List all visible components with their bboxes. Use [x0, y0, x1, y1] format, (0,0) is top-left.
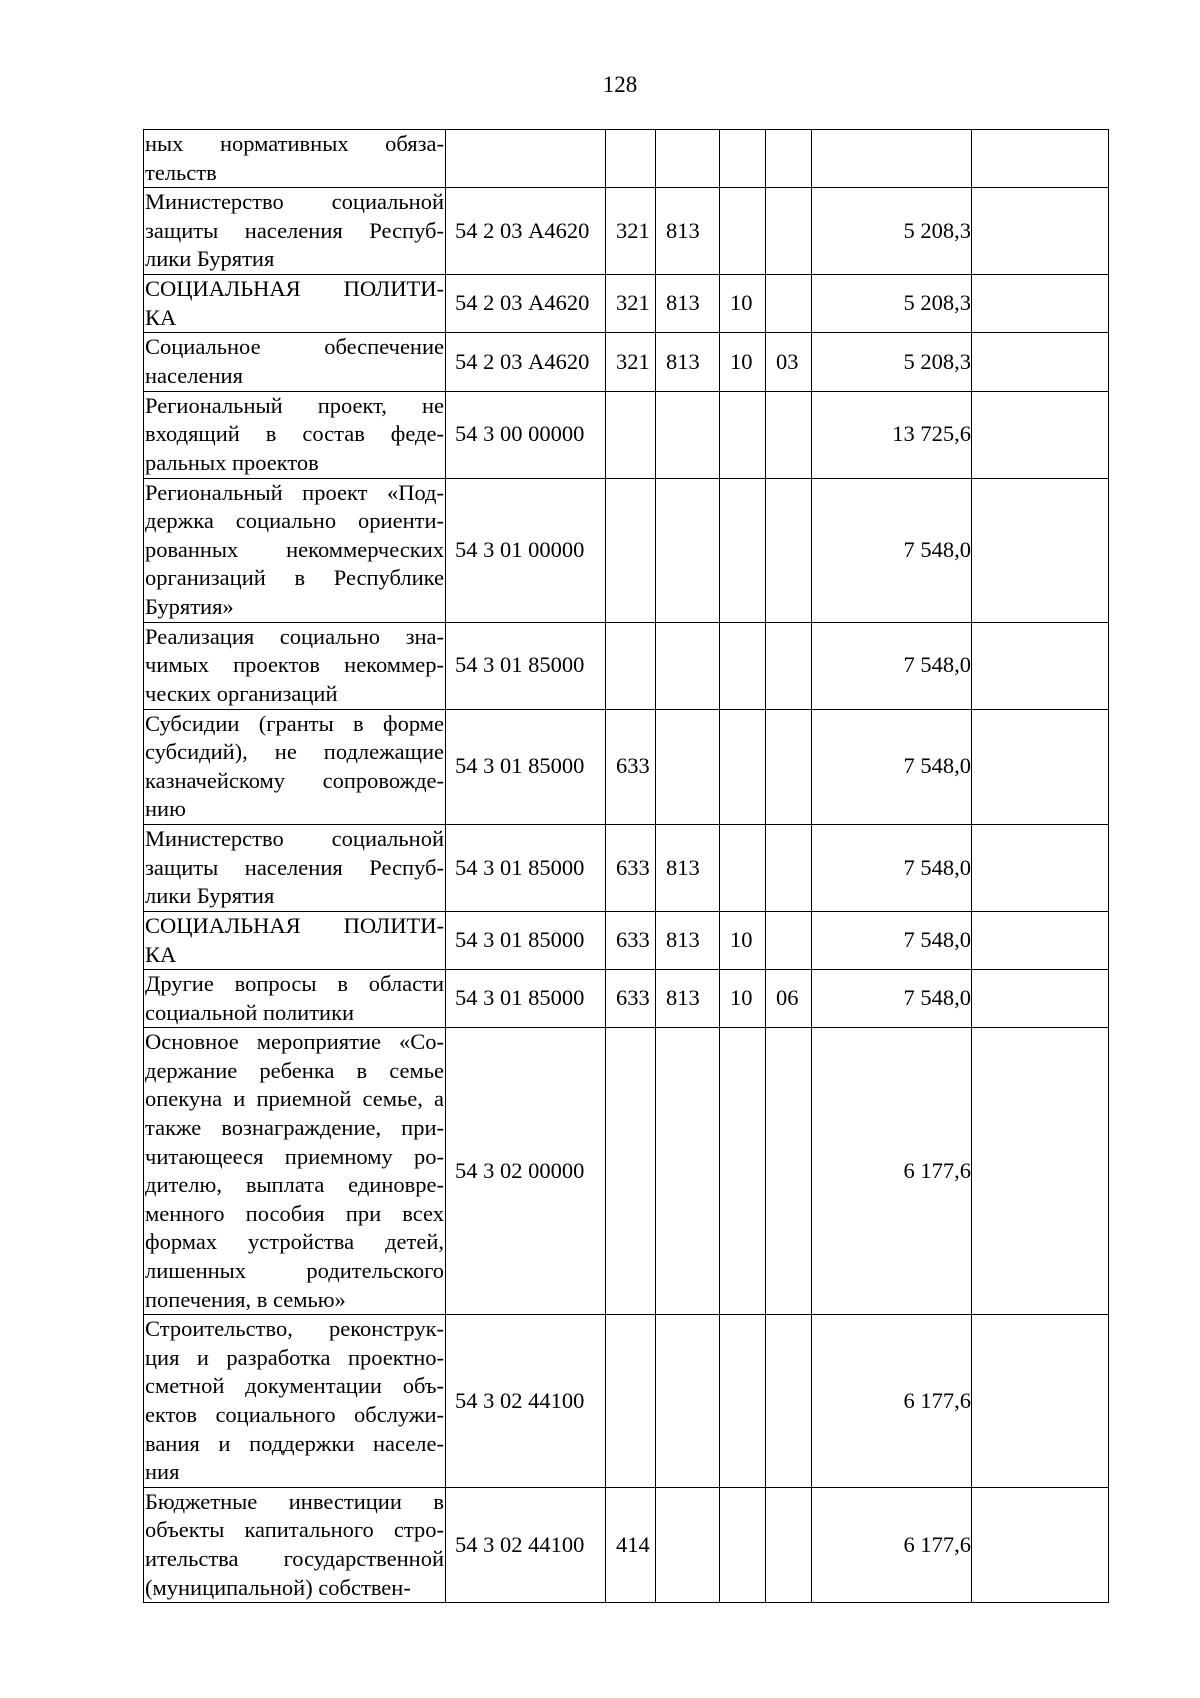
department-cell	[656, 130, 720, 188]
department-cell	[656, 1028, 720, 1315]
item-name-line: ектов социального обслужи-	[145, 1402, 444, 1427]
item-name-line: опекуна и приемной семье, а	[145, 1086, 444, 1112]
item-name-line: лишенных родительского	[145, 1258, 444, 1284]
extra-cell	[972, 1315, 1109, 1488]
item-name-line: Бюджетные инвестиции в	[145, 1488, 444, 1514]
item-name-line: населения	[145, 362, 243, 388]
amount-cell: 5 208,3	[812, 188, 972, 275]
item-name-cell	[144, 911, 446, 969]
amount-cell: 5 208,3	[812, 333, 972, 391]
department-cell	[656, 478, 720, 622]
item-name-line: социальной политики	[145, 999, 355, 1025]
section-cell	[720, 1028, 766, 1315]
item-name-cell	[144, 130, 446, 188]
extra-cell	[972, 1487, 1109, 1602]
group-cell: 633	[606, 970, 656, 1028]
section-cell	[720, 478, 766, 622]
item-name-line: ческих организаций	[145, 680, 338, 706]
extra-cell	[972, 333, 1109, 391]
item-name-line: держание ребенка в семье	[145, 1057, 444, 1083]
amount-cell: 5 208,3	[812, 275, 972, 333]
target-article-code-cell: 54 3 02 00000	[446, 1028, 606, 1315]
section-cell	[720, 391, 766, 478]
item-name-line: организаций в Республике	[145, 565, 444, 591]
item-name-line: ральных проектов	[145, 449, 319, 475]
item-name-line: Министерство социальной	[145, 826, 444, 852]
amount-cell: 7 548,0	[812, 622, 972, 709]
item-name-line: вания и поддержки населе-	[145, 1430, 444, 1456]
table-row	[144, 188, 1109, 275]
extra-cell	[972, 622, 1109, 709]
item-name-line: ительства государственной	[145, 1545, 444, 1571]
target-article-code-cell: 54 3 01 85000	[446, 911, 606, 969]
department-cell	[656, 622, 720, 709]
item-name-line: лики Бурятия	[145, 883, 275, 909]
item-name-line: попечения, в семью»	[145, 1286, 346, 1312]
subsection-cell	[766, 130, 812, 188]
item-name-cell	[144, 970, 446, 1028]
item-name-line: Строительство, реконструк-	[145, 1316, 444, 1342]
extra-cell	[972, 391, 1109, 478]
extra-cell	[972, 130, 1109, 188]
table-row	[144, 824, 1109, 911]
table-row	[144, 709, 1109, 824]
group-cell: 321	[606, 275, 656, 333]
budget-table	[143, 129, 1109, 1603]
extra-cell	[972, 275, 1109, 333]
item-name-line: КА	[145, 941, 177, 967]
group-cell: 633	[606, 824, 656, 911]
item-name-cell	[144, 824, 446, 911]
extra-cell	[972, 709, 1109, 824]
table-row	[144, 911, 1109, 969]
item-name-line: ния	[145, 1459, 180, 1485]
amount-cell: 7 548,0	[812, 824, 972, 911]
item-name-line: Реализация социально зна-	[145, 623, 444, 649]
item-name-cell	[144, 478, 446, 622]
section-cell	[720, 709, 766, 824]
item-name-line: СОЦИАЛЬНАЯ ПОЛИТИ-	[145, 912, 444, 938]
subsection-cell	[766, 709, 812, 824]
item-name-line: Другие вопросы в области	[145, 971, 444, 997]
item-name-line: держка социально ориенти-	[145, 508, 444, 534]
item-name-cell	[144, 709, 446, 824]
item-name-cell	[144, 391, 446, 478]
target-article-code-cell: 54 3 00 00000	[446, 391, 606, 478]
target-article-code-cell: 54 3 02 44100	[446, 1487, 606, 1602]
item-name-line: Субсидии (гранты в форме	[145, 710, 444, 736]
amount-cell: 7 548,0	[812, 970, 972, 1028]
section-cell: 10	[720, 275, 766, 333]
item-name-line: тельств	[145, 159, 217, 185]
table-row	[144, 1487, 1109, 1602]
group-cell: 633	[606, 911, 656, 969]
subsection-cell	[766, 911, 812, 969]
subsection-cell	[766, 1487, 812, 1602]
department-cell	[656, 1487, 720, 1602]
amount-cell: 7 548,0	[812, 709, 972, 824]
item-name-line: КА	[145, 304, 177, 330]
table-row	[144, 970, 1109, 1028]
extra-cell	[972, 478, 1109, 622]
item-name-line: ных нормативных обяза-	[145, 131, 444, 156]
target-article-code-cell: 54 3 01 85000	[446, 824, 606, 911]
amount-cell: 6 177,6	[812, 1487, 972, 1602]
section-cell	[720, 622, 766, 709]
item-name-line: объекты капитального стро-	[145, 1517, 444, 1543]
table-row	[144, 391, 1109, 478]
item-name-line: казначейскому сопровожде-	[145, 767, 444, 793]
department-cell: 813	[656, 333, 720, 391]
group-cell: 321	[606, 188, 656, 275]
group-cell	[606, 478, 656, 622]
item-name-cell	[144, 1028, 446, 1315]
item-name-line: менного пособия при всех	[145, 1200, 444, 1226]
item-name-line: также вознаграждение, при-	[145, 1115, 444, 1141]
section-cell	[720, 824, 766, 911]
item-name-line: лики Бурятия	[145, 246, 275, 272]
item-name-line: Бурятия»	[145, 593, 234, 619]
item-name-line: защиты населения Респуб-	[145, 217, 444, 243]
amount-cell: 7 548,0	[812, 911, 972, 969]
item-name-line: Министерство социальной	[145, 189, 444, 215]
budget-table-body	[144, 130, 1109, 1603]
group-cell	[606, 391, 656, 478]
department-cell: 813	[656, 911, 720, 969]
extra-cell	[972, 970, 1109, 1028]
section-cell: 10	[720, 333, 766, 391]
item-name-line: сметной документации объ-	[145, 1373, 444, 1399]
amount-cell: 7 548,0	[812, 478, 972, 622]
group-cell	[606, 1028, 656, 1315]
section-cell	[720, 188, 766, 275]
table-row	[144, 275, 1109, 333]
subsection-cell	[766, 824, 812, 911]
section-cell: 10	[720, 970, 766, 1028]
table-row	[144, 1028, 1109, 1315]
item-name-line: чимых проектов некоммер-	[145, 652, 444, 678]
subsection-cell: 06	[766, 970, 812, 1028]
section-cell: 10	[720, 911, 766, 969]
target-article-code-cell: 54 3 01 85000	[446, 622, 606, 709]
item-name-cell	[144, 622, 446, 709]
item-name-line: входящий в состав феде-	[145, 421, 444, 447]
department-cell	[656, 1315, 720, 1488]
subsection-cell	[766, 275, 812, 333]
item-name-line: (муниципальной) собствен-	[145, 1574, 411, 1600]
item-name-line: нию	[145, 796, 186, 822]
table-row	[144, 1315, 1109, 1488]
target-article-code-cell: 54 2 03 А4620	[446, 275, 606, 333]
target-article-code-cell: 54 3 01 00000	[446, 478, 606, 622]
item-name-line: Региональный проект «Под-	[145, 479, 444, 505]
subsection-cell	[766, 1315, 812, 1488]
item-name-line: формах устройства детей,	[145, 1229, 444, 1255]
subsection-cell	[766, 188, 812, 275]
section-cell	[720, 1487, 766, 1602]
section-cell	[720, 130, 766, 188]
section-cell	[720, 1315, 766, 1488]
extra-cell	[972, 188, 1109, 275]
item-name-cell	[144, 333, 446, 391]
target-article-code-cell: 54 2 03 А4620	[446, 188, 606, 275]
subsection-cell	[766, 622, 812, 709]
target-article-code-cell: 54 3 01 85000	[446, 970, 606, 1028]
target-article-code-cell: 54 3 02 44100	[446, 1315, 606, 1488]
item-name-line: СОЦИАЛЬНАЯ ПОЛИТИ-	[145, 276, 444, 302]
target-article-code-cell: 54 2 03 А4620	[446, 333, 606, 391]
department-cell: 813	[656, 188, 720, 275]
amount-cell: 13 725,6	[812, 391, 972, 478]
item-name-line: Основное мероприятие «Со-	[145, 1029, 444, 1055]
item-name-line: Социальное обеспечение	[145, 334, 444, 360]
group-cell	[606, 1315, 656, 1488]
table-row	[144, 622, 1109, 709]
amount-cell: 6 177,6	[812, 1315, 972, 1488]
item-name-line: ция и разработка проектно-	[145, 1344, 444, 1370]
department-cell: 813	[656, 970, 720, 1028]
department-cell: 813	[656, 275, 720, 333]
table-row	[144, 333, 1109, 391]
amount-cell	[812, 130, 972, 188]
department-cell: 813	[656, 824, 720, 911]
department-cell	[656, 391, 720, 478]
item-name-cell	[144, 188, 446, 275]
group-cell	[606, 130, 656, 188]
item-name-cell	[144, 1315, 446, 1488]
subsection-cell	[766, 478, 812, 622]
group-cell: 321	[606, 333, 656, 391]
group-cell: 414	[606, 1487, 656, 1602]
item-name-line: дителю, выплата единовре-	[145, 1172, 444, 1198]
group-cell	[606, 622, 656, 709]
extra-cell	[972, 911, 1109, 969]
subsection-cell: 03	[766, 333, 812, 391]
department-cell	[656, 709, 720, 824]
page-number: 128	[602, 72, 638, 97]
extra-cell	[972, 824, 1109, 911]
item-name-line: защиты населения Респуб-	[145, 854, 444, 880]
item-name-line: Региональный проект, не	[145, 392, 444, 418]
item-name-cell	[144, 1487, 446, 1602]
target-article-code-cell: 54 3 01 85000	[446, 709, 606, 824]
table-row	[144, 130, 1109, 188]
item-name-line: субсидий), не подлежащие	[145, 739, 444, 765]
group-cell: 633	[606, 709, 656, 824]
item-name-cell	[144, 275, 446, 333]
amount-cell: 6 177,6	[812, 1028, 972, 1315]
extra-cell	[972, 1028, 1109, 1315]
item-name-line: рованных некоммерческих	[145, 536, 444, 562]
item-name-line: читающееся приемному ро-	[145, 1143, 444, 1169]
subsection-cell	[766, 1028, 812, 1315]
target-article-code-cell	[446, 130, 606, 188]
table-row	[144, 478, 1109, 622]
subsection-cell	[766, 391, 812, 478]
